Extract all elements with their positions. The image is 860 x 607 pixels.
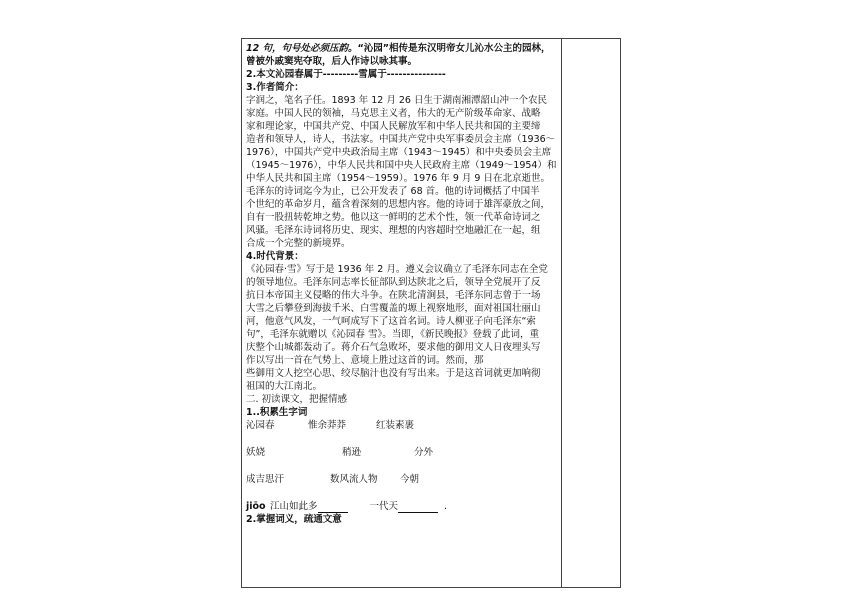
text-line: 12 句，句号处必须压韵。“沁园”相传是东汉明帝女儿沁水公主的园林，	[246, 43, 551, 54]
worksheet-table	[241, 38, 621, 588]
text-line: 曾被外戚窦宪夺取，后人作诗以咏其事。	[246, 56, 418, 67]
item-2: 2.本文沁园春属于---------雪属于---------------	[246, 69, 446, 80]
column-divider	[561, 39, 562, 587]
vocab-word: 妖娆	[246, 447, 266, 458]
vocab-row	[246, 473, 559, 486]
vocab-word: 红装素裹	[376, 420, 415, 431]
vocab-word: 稍逊	[342, 447, 362, 458]
blank-field[interactable]	[318, 500, 348, 513]
vocab-title: 1..积累生字词	[246, 407, 308, 418]
section-2-heading: 二. 初读课文，把握情感	[246, 394, 348, 405]
vocab-row	[246, 419, 559, 432]
vocab-row	[246, 446, 559, 459]
vocab-word: 惟余莽莽	[308, 420, 347, 431]
vocab-word: 数风流人物	[330, 474, 378, 485]
content-cell	[246, 42, 559, 526]
item-2-last: 2.掌握词义，疏通文意	[246, 514, 342, 525]
background-text: 《沁园春·雪》写于是 1936 年 2 月。遵义会议确立了毛泽东同志在全党 的领导地位。毛泽东同志率长征部队到达陕北之后，领导全党展开了反 抗日本帝国主义侵略的伟大斗争。在陕北清涧县，毛泽东同志曾于一场 大雪之后攀登到海拔千米、白雪覆盖的塬上视察地形，面对祖国壮丽山 河，他意气风发，一气呵成写下了这首名词。诗人柳亚子向毛泽东“索 句”，毛泽东就赠以《沁园春 雪》。当即，《新民晚报》登载了此词，重 庆整个山城都轰动了。蒋介石气急败坏，要求他的御用文人日夜埋头写 作以写出一首在气势上、意境上胜过这首的词。然而，那 些御用文人挖空心思、绞尽脑汁也没有写出来。于是这首词就更加响彻 祖国的大江南北。	[246, 264, 548, 392]
blank-field[interactable]	[398, 500, 438, 513]
vocab-word: 今朝	[400, 474, 420, 485]
item-4-title: 4.时代背景：	[246, 251, 304, 262]
item-3-title: 3.作者简介：	[246, 82, 304, 93]
author-bio: 字润之，笔名子任。1893 年 12 月 26 日生于湖南湘潭韶山冲一个农民 家庭。中国人民的领袖，马克思主义者，伟大的无产阶级革命家、战略 家和理论家，中国共产党、中国人民解放军和中华人民共和国的主要缔 造者和领导人，诗人，书法家。中国共产党中央军事委员会主席（1936～ 1976），中国共产党中央政治局主席（1943～1945）和中央委员会主席 （1945～1976），中华人民共和国中央人民政府主席（1949～1954）和 中华人民共和国主席（1954～1959）。1976 年 9 月 9 日在北京逝世。 毛泽东的诗词迄今为止，已公开发表了 68 首。他的诗词概括了中国半 个世纪的革命岁月，蕴含着深刻的思想内容。他的诗词于雄浑豪放之间， 自有一股扭转乾坤之势。他以这一鲜明的艺术个性，领一代革命诗词之 风骚。毛泽东诗词将历史、现实、理想的内容超时空地融汇在一起，组 合成一个完整的新境界。	[246, 95, 557, 249]
vocab-word: 成吉思汗	[246, 474, 285, 485]
vocab-word: 分外	[414, 447, 434, 458]
fill-blank-row: jiōo 江山如此多 一代天 .	[246, 501, 448, 512]
vocab-word: 沁园春	[246, 420, 275, 431]
